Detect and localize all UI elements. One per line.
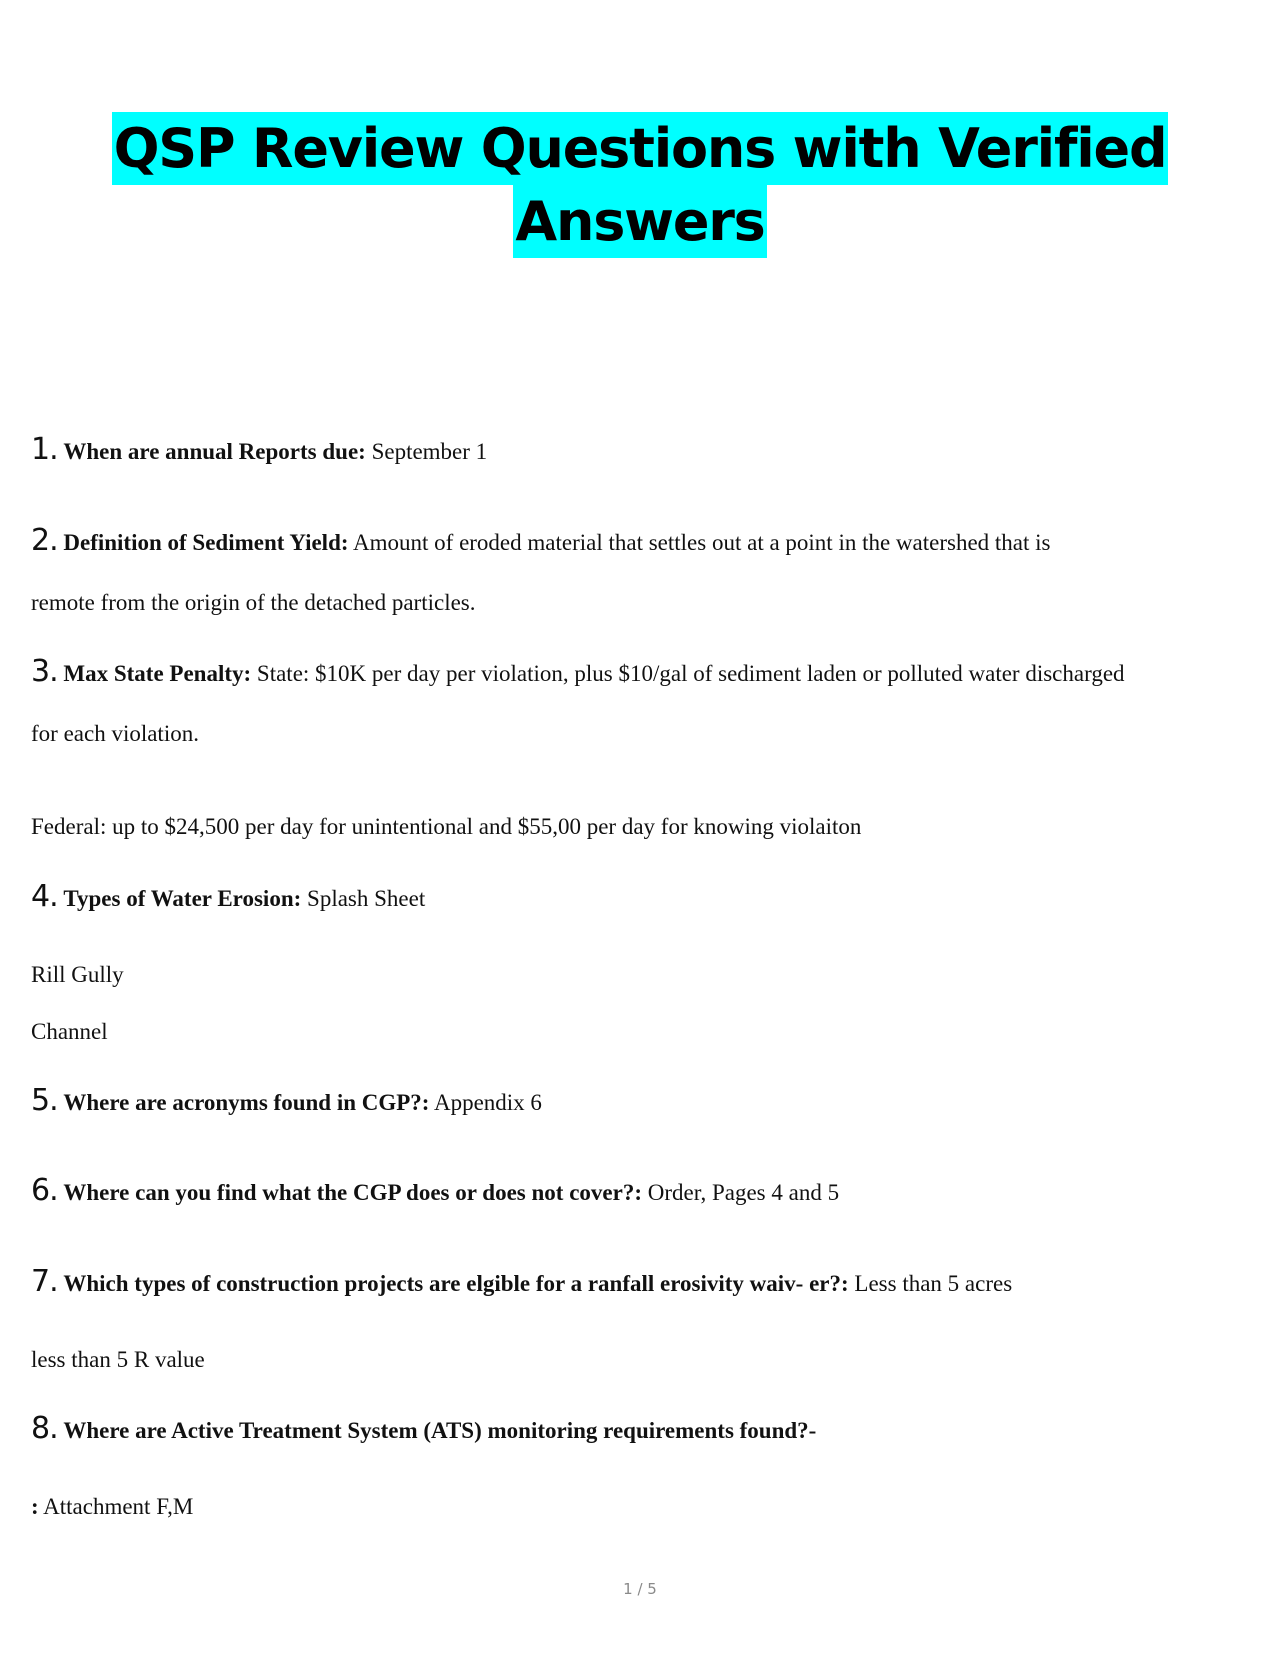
question-text: Where are acronyms found in CGP?: (63, 1090, 430, 1115)
document-title-line-1 (0, 112, 1280, 185)
qa-item-1 (31, 432, 487, 467)
item-number: 2. (31, 523, 58, 558)
qa-item-6 (31, 1173, 839, 1208)
question-text: Which types of construction projects are elgible for a ranfall erosivity waiv- er?: (63, 1271, 849, 1296)
answer-continuation: less than 5 R value (31, 1347, 205, 1372)
question-text: Max State Penalty: (63, 661, 252, 686)
answer-text: September 1 (371, 439, 488, 464)
question-text: Where can you find what the CGP does or does not cover?: (63, 1180, 642, 1205)
answer-text: Appendix 6 (433, 1090, 542, 1115)
item-number: 3. (31, 654, 58, 689)
title-text: QSP Review Questions with Verified (112, 112, 1169, 185)
qa-item-3 (31, 654, 1125, 689)
answer-text: State: $10K per day per violation, plus $10/gal of sediment laden or polluted water discharged (256, 661, 1125, 686)
qa-item-4 (31, 879, 425, 914)
question-text: Types of Water Erosion: (63, 886, 302, 911)
answer-text: Less than 5 acres (854, 1271, 1013, 1296)
item-number: 5. (31, 1083, 58, 1118)
answer-prefix: : (31, 1494, 39, 1519)
item-number: 1. (31, 432, 58, 467)
answer-text: Amount of eroded material that settles out at a point in the watershed that is (353, 530, 1051, 555)
item-number: 6. (31, 1173, 58, 1208)
answer-continuation: Rill Gully (31, 962, 124, 987)
question-text: Definition of Sediment Yield: (63, 530, 349, 555)
title-text: Answers (513, 185, 766, 258)
answer-text: Splash Sheet (307, 886, 426, 911)
page-indicator: 1 / 5 (623, 1580, 657, 1598)
qa-item-8 (31, 1411, 816, 1446)
qa-item-8-answer (31, 1494, 193, 1520)
item-number: 4. (31, 879, 58, 914)
answer-text: Order, Pages 4 and 5 (647, 1180, 840, 1205)
qa-item-7 (31, 1264, 1012, 1299)
qa-item-2 (31, 523, 1051, 558)
answer-continuation: for each violation. (31, 721, 199, 746)
answer-continuation: Federal: up to $24,500 per day for unintentional and $55,00 per day for knowing violaiton (31, 814, 862, 839)
answer-continuation: remote from the origin of the detached particles. (31, 590, 476, 615)
item-number: 8. (31, 1411, 58, 1446)
answer-continuation: Channel (31, 1019, 108, 1044)
document-title-line-2 (0, 185, 1280, 258)
item-number: 7. (31, 1264, 58, 1299)
question-text: When are annual Reports due: (63, 439, 366, 464)
question-text: Where are Active Treatment System (ATS) monitoring requirements found?- (63, 1418, 817, 1443)
qa-item-5 (31, 1083, 542, 1118)
answer-text: Attachment F,M (43, 1494, 194, 1519)
